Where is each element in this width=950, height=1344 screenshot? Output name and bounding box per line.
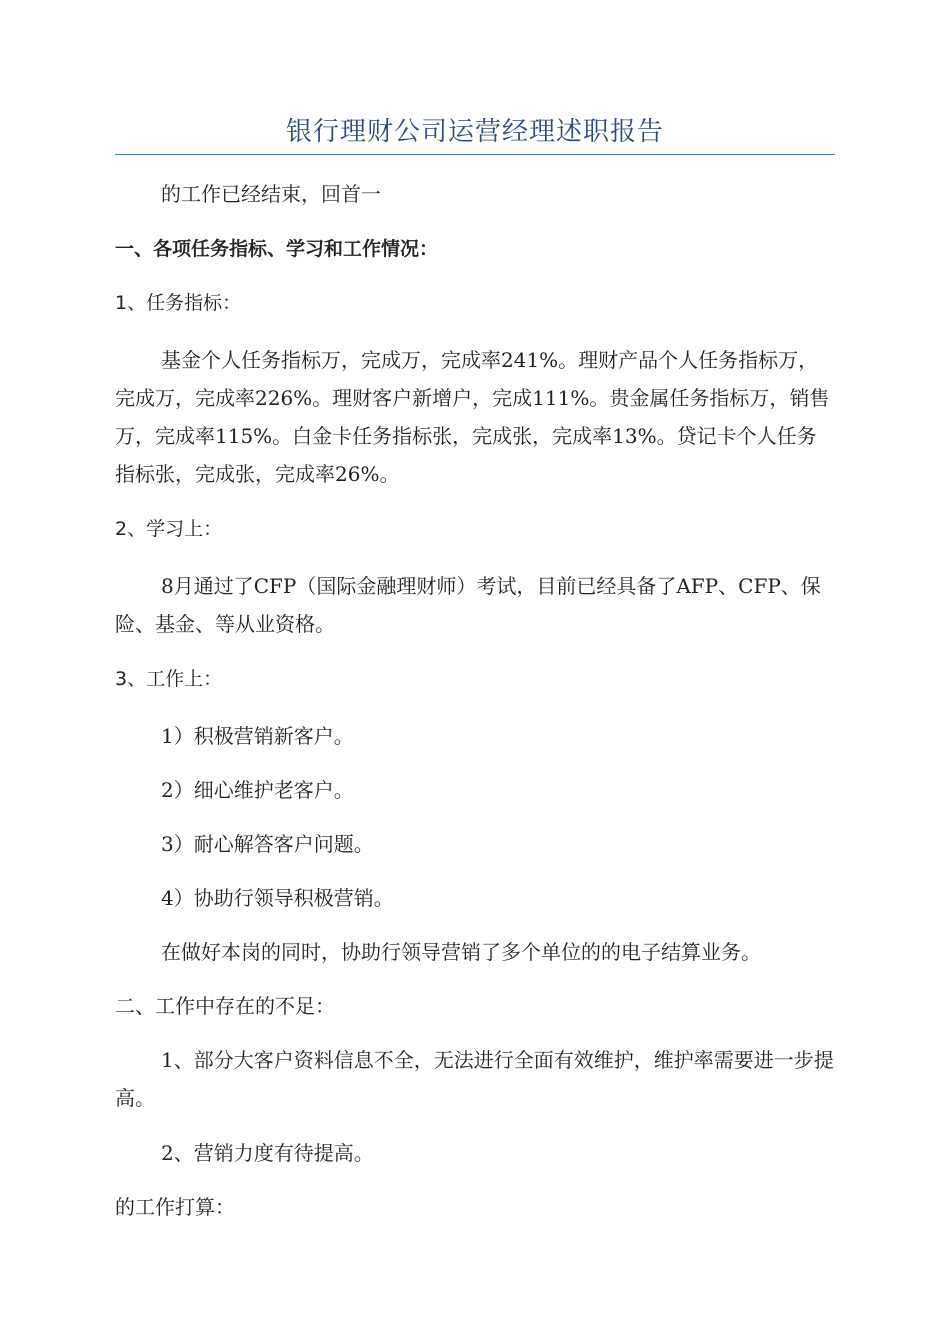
work-heading: 3、工作上： [115,668,223,690]
work-item-3: 3）耐心解答客户问题。 [161,832,374,856]
study-heading: 2、学习上： [115,518,223,540]
work-item-2: 2）细心维护老客户。 [161,778,354,802]
task-body-paragraph: 基金个人任务指标万，完成万，完成率241%。理财产品个人任务指标万，完成万，完成率226%。理财客户新增户，完成111%。贵金属任务指标万，销售万，完成率115%。白金卡任务指标张，完成张，完成率13%。贷记卡个人任务指标张，完成张，完成率26%。 [115,348,830,486]
plan-heading: 的工作打算： [115,1195,235,1219]
work-item-4: 4）协助行领导积极营销。 [161,886,394,910]
shortfall-2-paragraph: 2、营销力度有待提高。 [161,1141,374,1165]
work-summary-paragraph: 在做好本岗的同时，协助行领导营销了多个单位的的电子结算业务。 [161,940,761,964]
study-body-paragraph: 8月通过了CFP（国际金融理财师）考试，目前已经具备了AFP、CFP、保险、基金、等从业资格。 [115,574,821,636]
section1-heading: 一、各项任务指标、学习和工作情况： [115,238,439,260]
document-title: 银行理财公司运营经理述职报告 [285,117,664,147]
shortfall-1-paragraph: 1、部分大客户资料信息不全，无法进行全面有效维护，维护率需要进一步提高。 [115,1048,834,1110]
intro-paragraph: 的工作已经结束，回首一 [161,182,381,206]
task-heading: 1、任务指标： [115,292,242,314]
work-item-1: 1）积极营销新客户。 [161,724,354,748]
title-underline [115,154,835,155]
section2-heading: 二、工作中存在的不足： [115,994,335,1018]
